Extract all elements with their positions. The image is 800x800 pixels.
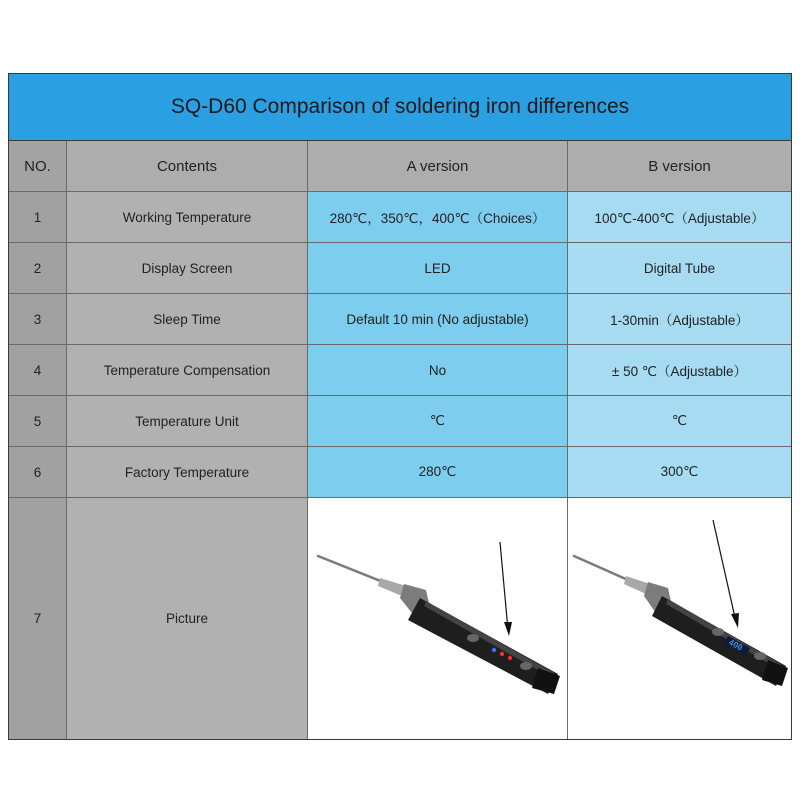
row-a-value: Default 10 min (No adjustable) [308, 294, 568, 345]
row-b-value: Digital Tube [568, 243, 791, 294]
row-b-value: ℃ [568, 396, 791, 447]
row-number: 3 [9, 294, 67, 345]
row-number: 4 [9, 345, 67, 396]
row-b-value: 100℃-400℃（Adjustable） [568, 192, 791, 243]
row-number: 6 [9, 447, 67, 498]
row-content: Temperature Compensation [67, 345, 308, 396]
row-content: Picture [67, 498, 308, 739]
row-content: Factory Temperature [67, 447, 308, 498]
table-title: SQ-D60 Comparison of soldering iron differences [9, 74, 791, 141]
header-b-version: B version [568, 141, 791, 192]
b-version-picture [568, 498, 791, 739]
row-b-value: 1-30min（Adjustable） [568, 294, 791, 345]
b-version-display-reading: 400 [727, 637, 745, 653]
row-number: 1 [9, 192, 67, 243]
row-a-value: 280℃，350℃，400℃（Choices） [308, 192, 568, 243]
comparison-table [8, 73, 792, 740]
row-content: Display Screen [67, 243, 308, 294]
row-a-value: ℃ [308, 396, 568, 447]
row-number: 5 [9, 396, 67, 447]
row-a-value: LED [308, 243, 568, 294]
header-a-version: A version [308, 141, 568, 192]
a-version-picture [308, 498, 568, 739]
row-a-value: No [308, 345, 568, 396]
header-contents: Contents [67, 141, 308, 192]
row-content: Sleep Time [67, 294, 308, 345]
row-b-value: 300℃ [568, 447, 791, 498]
row-a-value: 280℃ [308, 447, 568, 498]
table-grid [9, 141, 791, 739]
header-no: NO. [9, 141, 67, 192]
row-b-value: ± 50 ℃（Adjustable） [568, 345, 791, 396]
soldering-iron-led-image [308, 498, 567, 738]
row-content: Temperature Unit [67, 396, 308, 447]
row-content: Working Temperature [67, 192, 308, 243]
soldering-iron-display-image [568, 498, 790, 738]
row-number: 7 [9, 498, 67, 739]
row-number: 2 [9, 243, 67, 294]
